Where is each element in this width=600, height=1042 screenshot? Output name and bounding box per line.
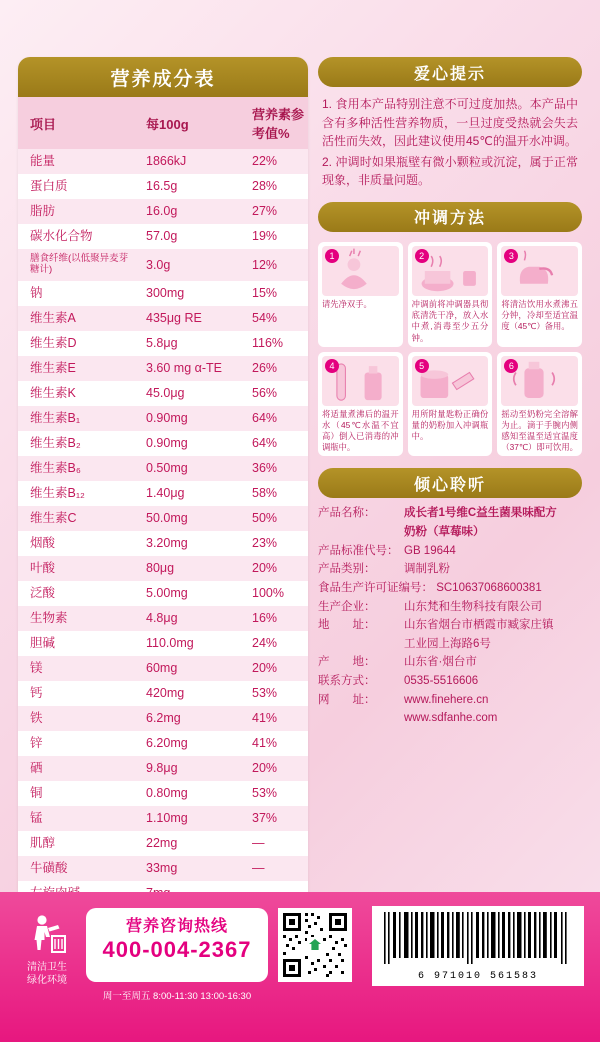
nutrient-amount: 60mg — [136, 656, 242, 681]
step-number: 6 — [504, 359, 518, 373]
nutrient-name: 硒 — [18, 756, 136, 781]
nutrient-name: 烟酸 — [18, 531, 136, 556]
table-row — [18, 456, 308, 481]
nutrient-nrv: 41% — [242, 706, 308, 731]
info-key — [318, 635, 404, 654]
nutrient-nrv: 19% — [242, 224, 308, 249]
info-key — [318, 709, 404, 728]
hotline-box — [86, 908, 268, 982]
step-text: 请先净双手。 — [322, 298, 372, 309]
table-row — [18, 281, 308, 306]
nutrient-amount: 420mg — [136, 681, 242, 706]
step-text: 用所附量匙粉正确份量的奶粉加入冲调瓶中。 — [411, 408, 489, 442]
nutrient-amount: 16.5g — [136, 174, 242, 199]
nutrient-name: 维生素K — [18, 381, 136, 406]
table-row — [18, 531, 308, 556]
table-row — [18, 706, 308, 731]
nutrient-name: 蛋白质 — [18, 174, 136, 199]
info-key: 联系方式： — [318, 675, 376, 688]
nutrient-nrv: 20% — [242, 756, 308, 781]
table-row — [18, 756, 308, 781]
table-row — [18, 681, 308, 706]
barcode-image — [380, 912, 576, 964]
nutrient-nrv: 53% — [242, 781, 308, 806]
footer-bar — [0, 892, 600, 1042]
qr-code[interactable] — [278, 908, 352, 982]
nutrient-nrv: 37% — [242, 806, 308, 831]
nutrient-amount: 1.40μg — [136, 481, 242, 506]
table-header-row — [18, 97, 308, 149]
info-key: 生产企业： — [318, 600, 376, 613]
nutrient-name: 维生素B₆ — [18, 456, 136, 481]
info-row — [318, 672, 582, 691]
step-text: 将清洁饮用水煮沸五分钟，冷却至适宜温度（45℃）备用。 — [501, 298, 578, 332]
nutrient-nrv: 54% — [242, 306, 308, 331]
nutrient-name: 维生素C — [18, 506, 136, 531]
step-number: 1 — [325, 249, 339, 263]
step-number: 5 — [415, 359, 429, 373]
barcode-box — [372, 906, 584, 986]
info-row — [318, 653, 582, 672]
info-row — [318, 523, 582, 542]
step-illustration — [501, 246, 578, 296]
info-key: 网 址： — [318, 693, 376, 706]
info-value: GB 19644 — [404, 544, 456, 557]
nutrient-amount: 300mg — [136, 281, 242, 306]
step-text: 摇动至奶粉完全溶解为止。滴于手腕内侧感知至温至适宜温度（37℃）即可饮用。 — [501, 408, 578, 453]
info-row — [318, 691, 582, 710]
step-illustration — [412, 246, 489, 296]
table-row — [18, 331, 308, 356]
nutrient-name: 牛磺酸 — [18, 856, 136, 881]
nutrient-amount: 1.10mg — [136, 806, 242, 831]
nutrition-panel — [18, 57, 308, 906]
nutrient-amount: 6.2mg — [136, 706, 242, 731]
nutrient-name: 维生素E — [18, 356, 136, 381]
method-step — [497, 242, 582, 347]
nutrient-amount: 33mg — [136, 856, 242, 881]
table-row — [18, 149, 308, 174]
nutrient-name: 锰 — [18, 806, 136, 831]
nutrient-nrv: 26% — [242, 356, 308, 381]
nutrient-amount: 50.0mg — [136, 506, 242, 531]
table-row — [18, 406, 308, 431]
info-value: 山东省·烟台市 — [404, 656, 477, 669]
product-info-list — [318, 504, 582, 728]
nutrient-name: 叶酸 — [18, 556, 136, 581]
nutrient-nrv: 64% — [242, 406, 308, 431]
nutrient-amount: 0.90mg — [136, 406, 242, 431]
header-item: 项目 — [18, 97, 136, 149]
table-row — [18, 306, 308, 331]
header-amount: 每100g — [136, 97, 242, 149]
recycle-label — [14, 961, 80, 987]
method-step — [318, 242, 403, 347]
nutrient-nrv: — — [242, 856, 308, 881]
info-key — [318, 523, 404, 542]
nutrient-nrv: 116% — [242, 331, 308, 356]
nutrient-name: 肌醇 — [18, 831, 136, 856]
table-row — [18, 356, 308, 381]
table-row — [18, 806, 308, 831]
nutrient-name: 生物素 — [18, 606, 136, 631]
nutrient-nrv: 56% — [242, 381, 308, 406]
nutrient-name: 维生素A — [18, 306, 136, 331]
nutrient-nrv: 50% — [242, 506, 308, 531]
nutrient-amount: 110.0mg — [136, 631, 242, 656]
step-illustration — [322, 246, 399, 296]
nutrient-name: 钙 — [18, 681, 136, 706]
info-row — [318, 504, 582, 523]
info-value: 调制乳粉 — [404, 563, 450, 576]
table-row — [18, 631, 308, 656]
info-row — [318, 616, 582, 635]
nutrient-nrv: 16% — [242, 606, 308, 631]
step-illustration — [322, 356, 399, 406]
nutrient-nrv: 15% — [242, 281, 308, 306]
table-row — [18, 199, 308, 224]
info-value: 山东梵和生物科技有限公司 — [404, 600, 542, 613]
step-text: 将适量煮沸后的温开水（45℃水温不宜高）倒入已消毒的冲调瓶中。 — [322, 408, 399, 453]
barcode-number: 6 971010 561583 — [417, 971, 538, 982]
nutrient-amount: 16.0g — [136, 199, 242, 224]
nutrient-nrv: 27% — [242, 199, 308, 224]
table-row — [18, 781, 308, 806]
table-row — [18, 556, 308, 581]
step-number: 4 — [325, 359, 339, 373]
info-key: 产 地： — [318, 656, 376, 669]
method-step — [497, 352, 582, 457]
step-illustration — [412, 356, 489, 406]
nutrient-amount: 0.50mg — [136, 456, 242, 481]
nutrient-name: 维生素D — [18, 331, 136, 356]
nutrient-amount: 57.0g — [136, 224, 242, 249]
info-row — [318, 635, 582, 654]
nutrient-amount: 22mg — [136, 831, 242, 856]
table-row — [18, 431, 308, 456]
table-row — [18, 174, 308, 199]
info-key: 地 址： — [318, 619, 376, 632]
nutrient-nrv: 22% — [242, 149, 308, 174]
method-steps — [318, 242, 582, 457]
info-value: 奶粉（草莓味） — [404, 526, 485, 539]
nutrient-amount: 435μg RE — [136, 306, 242, 331]
nutrient-nrv: 24% — [242, 631, 308, 656]
table-row — [18, 831, 308, 856]
info-value: 0535-5516606 — [404, 675, 479, 688]
table-row — [18, 656, 308, 681]
recycle-line1: 清洁卫生 — [27, 962, 67, 973]
table-row — [18, 506, 308, 531]
nutrient-amount: 80μg — [136, 556, 242, 581]
nutrient-nrv: 12% — [242, 249, 308, 281]
nutrient-name: 锌 — [18, 731, 136, 756]
info-row — [318, 709, 582, 728]
hotline-number[interactable]: 400-004-2367 — [102, 937, 252, 962]
nutrition-title: 营养成分表 — [18, 57, 308, 97]
nutrient-amount: 5.8μg — [136, 331, 242, 356]
nutrient-amount: 1866kJ — [136, 149, 242, 174]
info-key: 产品名称： — [318, 507, 376, 520]
nutrient-name: 维生素B₁₂ — [18, 481, 136, 506]
nutrient-name: 能量 — [18, 149, 136, 174]
table-row — [18, 481, 308, 506]
step-number: 2 — [415, 249, 429, 263]
nutrient-name: 碳水化合物 — [18, 224, 136, 249]
tip-item: 2. 冲调时如果瓶壁有微小颗粒或沉淀，属于正常现象，非质量问题。 — [322, 154, 578, 188]
nutrient-amount: 45.0μg — [136, 381, 242, 406]
info-value: www.sdfanhe.com — [404, 712, 498, 725]
method-step — [408, 242, 493, 347]
nutrient-name: 膳食纤维(以低聚异麦芽糖计) — [18, 249, 136, 281]
table-row — [18, 731, 308, 756]
hotline-title: 营养咨询热线 — [125, 918, 228, 935]
nutrient-amount: 5.00mg — [136, 581, 242, 606]
tips-title: 爱心提示 — [318, 57, 582, 87]
right-column — [318, 57, 582, 728]
nutrient-nrv: 53% — [242, 681, 308, 706]
nutrient-nrv: 41% — [242, 731, 308, 756]
nutrient-name: 维生素B₁ — [18, 406, 136, 431]
step-illustration — [501, 356, 578, 406]
recycle-line2: 绿化环境 — [27, 975, 67, 986]
nutrient-name: 铁 — [18, 706, 136, 731]
info-row — [318, 579, 582, 598]
nutrient-name: 镁 — [18, 656, 136, 681]
nutrient-nrv: 64% — [242, 431, 308, 456]
listen-title: 倾心聆听 — [318, 468, 582, 498]
info-key: 食品生产许可证编号： SC10637068600381 — [318, 581, 542, 594]
step-number: 3 — [504, 249, 518, 263]
nutrient-nrv: 28% — [242, 174, 308, 199]
method-title: 冲调方法 — [318, 202, 582, 232]
header-nrv: 营养素参考值% — [242, 97, 308, 149]
info-key: 产品类别： — [318, 563, 376, 576]
info-row — [318, 542, 582, 561]
info-value: 成长者1号维C益生菌果味配方 — [404, 507, 557, 520]
method-step — [408, 352, 493, 457]
nutrient-name: 泛酸 — [18, 581, 136, 606]
nutrient-nrv: 20% — [242, 656, 308, 681]
info-row — [318, 560, 582, 579]
nutrient-amount: 3.20mg — [136, 531, 242, 556]
nutrient-name: 钠 — [18, 281, 136, 306]
table-row — [18, 224, 308, 249]
nutrient-name: 铜 — [18, 781, 136, 806]
table-row — [18, 606, 308, 631]
nutrient-amount: 3.60 mg α-TE — [136, 356, 242, 381]
info-value: 工业园上海路6号 — [404, 637, 491, 650]
info-value: 山东省烟台市栖霞市臧家庄镇 — [404, 619, 554, 632]
step-text: 冲调前将冲调器具彻底清洗干净，放入水中煮,消毒至少五分钟。 — [411, 298, 489, 343]
nutrient-amount: 9.8μg — [136, 756, 242, 781]
tips-body — [318, 87, 582, 190]
nutrient-nrv: 100% — [242, 581, 308, 606]
nutrient-nrv: 20% — [242, 556, 308, 581]
nutrient-nrv: 36% — [242, 456, 308, 481]
nutrient-nrv: 23% — [242, 531, 308, 556]
nutrient-amount: 4.8μg — [136, 606, 242, 631]
info-key: 产品标准代号： — [318, 544, 399, 557]
table-row — [18, 249, 308, 281]
nutrient-nrv: 58% — [242, 481, 308, 506]
table-row — [18, 856, 308, 881]
recycle-person-icon — [14, 914, 80, 958]
nutrition-table — [18, 97, 308, 906]
method-step — [318, 352, 403, 457]
nutrient-amount: 0.90mg — [136, 431, 242, 456]
nutrient-amount: 6.20mg — [136, 731, 242, 756]
qr-code-image — [281, 911, 349, 979]
table-row — [18, 381, 308, 406]
info-row — [318, 598, 582, 617]
nutrient-nrv: — — [242, 831, 308, 856]
recycle-block — [14, 914, 80, 987]
nutrient-name: 胆碱 — [18, 631, 136, 656]
hotline-hours: 周一至周五 8:00-11:30 13:00-16:30 — [102, 991, 252, 1002]
table-row — [18, 581, 308, 606]
tip-item: 1. 食用本产品特别注意不可过度加热。本产品中含有多种活性营养物质，一旦过度受热就会失去活性而失效，因此建议使用45℃的温开水冲调。 — [322, 97, 578, 149]
info-value: www.finehere.cn — [404, 693, 489, 706]
nutrient-name: 脂肪 — [18, 199, 136, 224]
nutrient-amount: 3.0g — [136, 249, 242, 281]
nutrient-amount: 0.80mg — [136, 781, 242, 806]
nutrient-name: 维生素B₂ — [18, 431, 136, 456]
